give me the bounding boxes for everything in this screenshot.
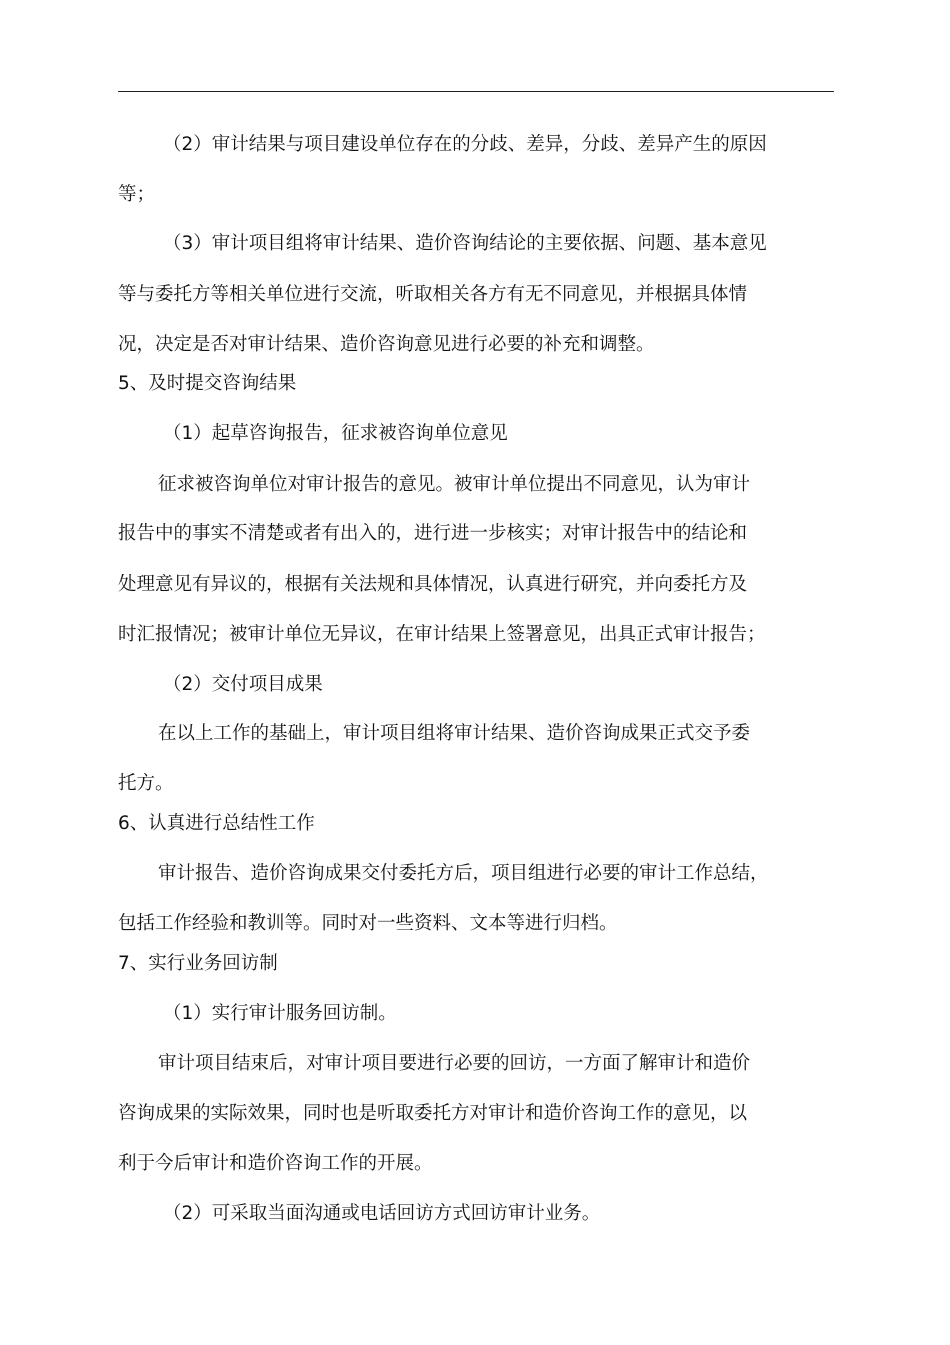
paragraph-line: （3）审计项目组将审计结果、造价咨询结论的主要依据、问题、基本意见 [163,233,767,254]
paragraph-line: 况，决定是否对审计结果、造价咨询意见进行必要的补充和调整。 [118,334,655,355]
subsection-heading: （2）交付项目成果 [163,674,323,695]
paragraph-line: 时汇报情况；被审计单位无异议，在审计结果上签署意见，出具正式审计报告； [118,624,766,645]
paragraph-line: （2）审计结果与项目建设单位存在的分歧、差异，分歧、差异产生的原因 [163,134,767,155]
paragraph-line: 报告中的事实不清楚或者有出入的，进行进一步核实；对审计报告中的结论和 [118,523,748,544]
header-rule [118,91,834,92]
paragraph-line: 咨询成果的实际效果，同时也是听取委托方对审计和造价咨询工作的意见，以 [118,1103,748,1124]
paragraph-line: 征求被咨询单位对审计报告的意见。被审计单位提出不同意见，认为审计 [158,474,751,495]
paragraph-line: 利于今后审计和造价咨询工作的开展。 [118,1153,433,1174]
subsection-heading: （1）实行审计服务回访制。 [163,1003,397,1024]
subsection-heading: （1）起草咨询报告，征求被咨询单位意见 [163,423,508,444]
paragraph-line: 等； [118,184,156,205]
section-heading: 5、及时提交咨询结果 [118,373,297,394]
paragraph-line: 包括工作经验和教训等。同时对一些资料、文本等进行归档。 [118,913,618,934]
paragraph-line: 托方。 [118,773,174,794]
paragraph-line: 等与委托方等相关单位进行交流，听取相关各方有无不同意见，并根据具体情 [118,284,748,305]
paragraph-line: 审计项目结束后，对审计项目要进行必要的回访，一方面了解审计和造价 [158,1053,751,1074]
section-heading: 7、实行业务回访制 [118,953,278,974]
paragraph-line: 审计报告、造价咨询成果交付委托方后，项目组进行必要的审计工作总结， [158,863,769,884]
subsection-heading: （2）可采取当面沟通或电话回访方式回访审计业务。 [163,1203,601,1224]
section-heading: 6、认真进行总结性工作 [118,813,315,834]
paragraph-line: 处理意见有异议的，根据有关法规和具体情况，认真进行研究，并向委托方及 [118,574,748,595]
paragraph-line: 在以上工作的基础上，审计项目组将审计结果、造价咨询成果正式交予委 [158,723,751,744]
